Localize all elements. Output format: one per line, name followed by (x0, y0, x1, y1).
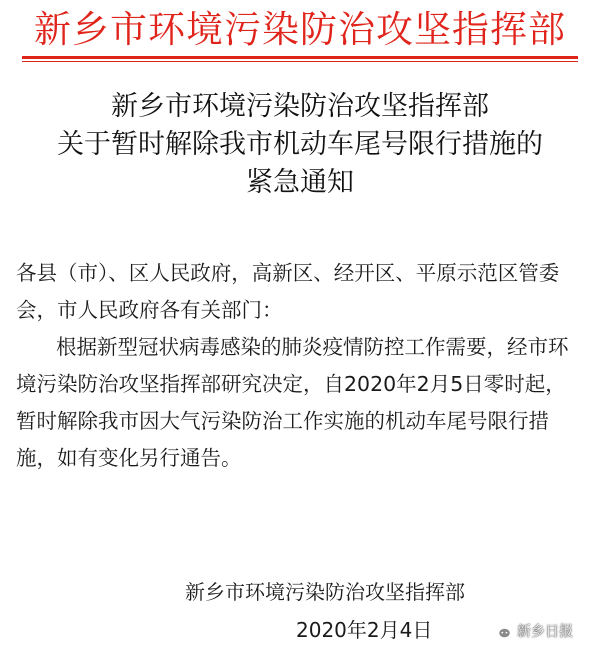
notice-title-line: 紧急通知 (246, 167, 354, 198)
addressee-line: 会，市人民政府各有关部门： (16, 298, 283, 322)
notice-title-line: 新乡市环境污染防治攻坚指挥部 (111, 91, 489, 122)
body-line: 施，如有变化另行通告。 (16, 446, 242, 470)
notice-title-line: 关于暂时解除我市机动车尾号限行措施的 (57, 129, 543, 160)
banner-rule-thick (22, 56, 578, 59)
body-line: 根据新型冠状病毒感染的肺炎疫情防控工作需要，经市环 (56, 335, 569, 359)
banner-rule-thin (22, 61, 578, 62)
notice-title (0, 88, 600, 202)
watermark-label: 新乡日报 (517, 624, 573, 640)
addressee-paragraph (16, 255, 590, 329)
body-paragraph (16, 329, 590, 477)
body-line: 暂时解除我市因大气污染防治工作实施的机动车尾号限行措 (16, 409, 549, 433)
signature-organization: 新乡市环境污染防治攻坚指挥部 (185, 580, 465, 604)
signature-date: 2020年2月4日 (296, 618, 433, 642)
addressee-line: 各县（市）、区人民政府，高新区、经开区、平原示范区管委 (16, 261, 560, 285)
body-line: 境污染防治攻坚指挥部研究决定，自2020年2月5日零时起， (16, 372, 566, 396)
banner-title: 新乡市环境污染防治攻坚指挥部 (34, 8, 566, 51)
red-header-banner (0, 0, 600, 66)
source-watermark (490, 619, 573, 643)
wechat-icon (490, 622, 512, 640)
